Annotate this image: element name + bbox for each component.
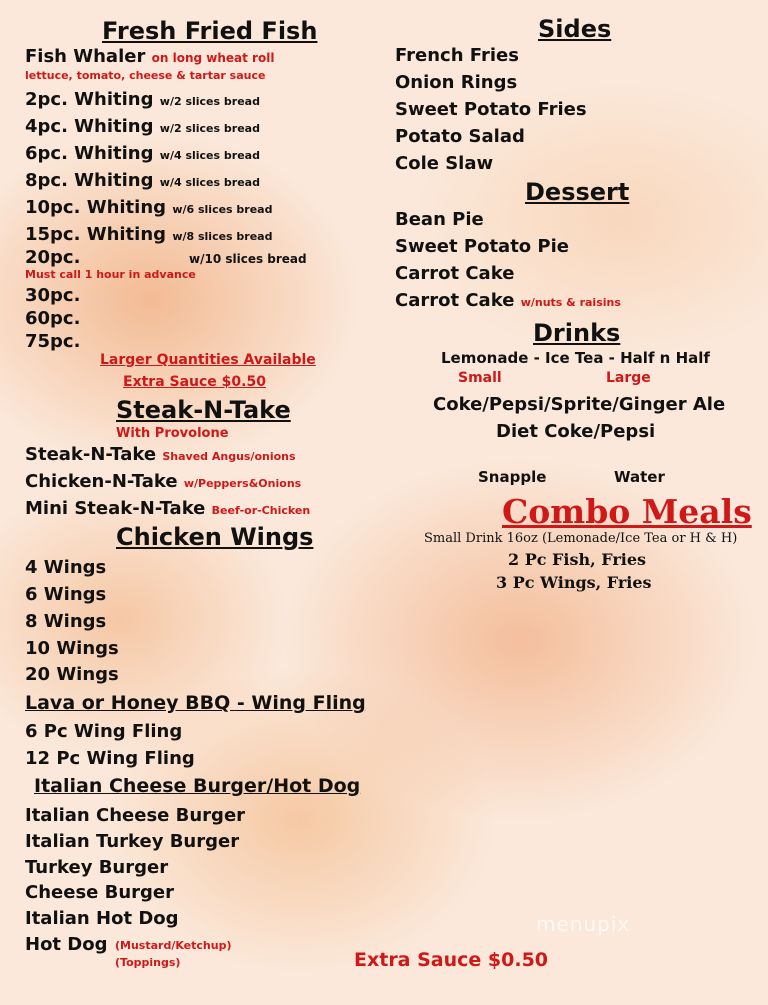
- fish-heading: Fresh Fried Fish: [102, 17, 318, 45]
- burgers-heading: Italian Cheese Burger/Hot Dog: [34, 775, 361, 797]
- menu-item: 2pc. Whiting w/2 slices bread: [25, 89, 260, 110]
- fish-extra-sauce: Extra Sauce $0.50: [123, 374, 266, 390]
- menu-item: 10 Wings: [25, 638, 119, 659]
- menu-item: 6pc. Whiting w/4 slices bread: [25, 143, 260, 164]
- menu-item: Bean Pie: [395, 209, 484, 230]
- fish-20pc-note: w/10 slices bread: [189, 252, 307, 266]
- menu-item: Potato Salad: [395, 126, 525, 147]
- steak-heading: Steak-N-Take: [116, 396, 291, 424]
- hotdog-item: Hot Dog: [25, 934, 108, 955]
- larger-quantities: Larger Quantities Available: [100, 352, 316, 368]
- menu-item: French Fries: [395, 45, 519, 66]
- sides-heading: Sides: [538, 15, 612, 43]
- diet-line: Diet Coke/Pepsi: [496, 421, 656, 442]
- fish-20pc: 20pc.: [25, 247, 81, 268]
- hotdog-toppings: (Toppings): [115, 956, 181, 969]
- snapple: Snapple: [478, 468, 547, 486]
- soda-line: Coke/Pepsi/Sprite/Ginger Ale: [433, 394, 726, 415]
- menu-item: Chicken-N-Take w/Peppers&Onions: [25, 471, 302, 492]
- advance-note: Must call 1 hour in advance: [25, 268, 196, 281]
- hotdog-note: (Mustard/Ketchup): [115, 939, 232, 952]
- lemonade-line: Lemonade - Ice Tea - Half n Half: [441, 349, 710, 367]
- menu-item: 15pc. Whiting w/8 slices bread: [25, 224, 273, 245]
- menu-item: Steak-N-Take Shaved Angus/onions: [25, 444, 296, 465]
- combo-heading: Combo Meals: [502, 492, 752, 531]
- menu-item: 8 Wings: [25, 611, 107, 632]
- menu-item: 4pc. Whiting w/2 slices bread: [25, 116, 260, 137]
- menupix-watermark: menupix: [536, 912, 631, 936]
- menu-item: Italian Hot Dog: [25, 908, 179, 929]
- menu-item: Carrot Cake w/nuts & raisins: [395, 290, 621, 311]
- menu-item: 6 Wings: [25, 584, 107, 605]
- fish-bulk-item: 75pc.: [25, 331, 81, 352]
- size-small: Small: [458, 370, 502, 386]
- menu-item: 12 Pc Wing Fling: [25, 748, 195, 769]
- menu-item: Italian Turkey Burger: [25, 831, 240, 852]
- dessert-heading: Dessert: [525, 178, 630, 206]
- menu-item: Cole Slaw: [395, 153, 494, 174]
- menu-item: 8pc. Whiting w/4 slices bread: [25, 170, 260, 191]
- fish-bulk-item: 60pc.: [25, 308, 81, 329]
- menu-item: Carrot Cake: [395, 263, 515, 284]
- menu-item: Cheese Burger: [25, 882, 175, 903]
- menu-item: 6 Pc Wing Fling: [25, 721, 183, 742]
- fish-whaler-note: on long wheat roll: [151, 51, 275, 65]
- wing-fling-heading: Lava or Honey BBQ - Wing Fling: [25, 692, 366, 714]
- footer-extra-sauce: Extra Sauce $0.50: [354, 949, 549, 971]
- menu-item: Sweet Potato Pie: [395, 236, 569, 257]
- menu-item: Sweet Potato Fries: [395, 99, 587, 120]
- menu-item: Onion Rings: [395, 72, 518, 93]
- fish-whaler-name: Fish Whaler: [25, 46, 146, 67]
- fish-whaler-toppings: lettuce, tomato, cheese & tartar sauce: [25, 69, 266, 82]
- menu-item: Turkey Burger: [25, 857, 169, 878]
- fish-whaler: [25, 46, 274, 67]
- drinks-heading: Drinks: [533, 319, 621, 347]
- size-large: Large: [606, 370, 651, 386]
- wings-heading: Chicken Wings: [116, 523, 314, 551]
- steak-subtitle: With Provolone: [116, 426, 229, 441]
- menu-item: 10pc. Whiting w/6 slices bread: [25, 197, 273, 218]
- menu-item: Mini Steak-N-Take Beef-or-Chicken: [25, 498, 311, 519]
- combo-drink-note: Small Drink 16oz (Lemonade/Ice Tea or H & H): [424, 531, 738, 546]
- menu-item: 4 Wings: [25, 557, 107, 578]
- combo-item: 3 Pc Wings, Fries: [496, 573, 652, 592]
- water: Water: [614, 468, 665, 486]
- menu-item: 20 Wings: [25, 664, 119, 685]
- combo-item: 2 Pc Fish, Fries: [508, 550, 647, 569]
- fish-bulk-item: 30pc.: [25, 285, 81, 306]
- menu-item: Italian Cheese Burger: [25, 805, 246, 826]
